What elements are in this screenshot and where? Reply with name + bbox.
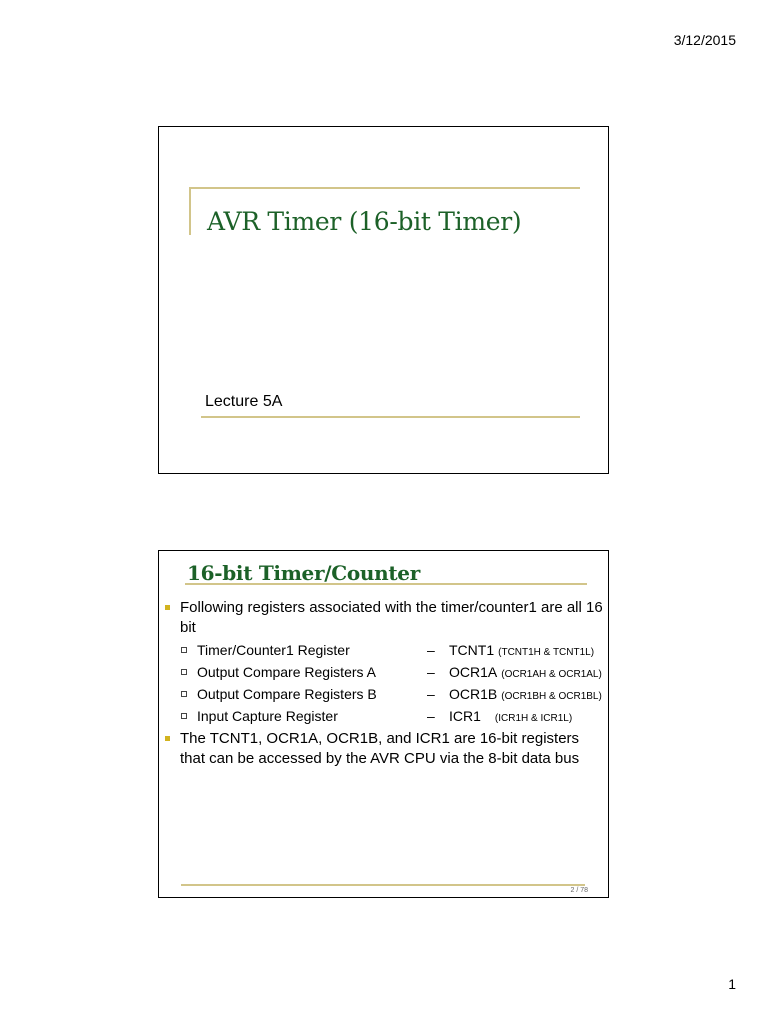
register-item: [181, 662, 601, 682]
register-detail: (OCR1AH & OCR1AL): [501, 669, 602, 680]
title-vertical-rule: [189, 187, 191, 235]
hollow-square-icon: [181, 713, 187, 719]
register-name: Output Compare Registers B: [197, 686, 377, 702]
register-name: Input Capture Register: [197, 708, 338, 724]
slide-2-title: 16-bit Timer/Counter: [187, 561, 420, 585]
subtitle-underline-rule: [201, 416, 580, 418]
slide-1-subtitle: Lecture 5A: [205, 393, 283, 410]
register-detail: (OCR1BH & OCR1BL): [501, 691, 602, 702]
register-symbol: TCNT1: [449, 642, 495, 658]
register-dash: –: [427, 664, 435, 680]
register-symbol: ICR1: [449, 708, 481, 724]
register-name: Output Compare Registers A: [197, 664, 376, 680]
page-number: 1: [728, 976, 736, 992]
hollow-square-icon: [181, 669, 187, 675]
hollow-square-icon: [181, 647, 187, 653]
register-name: Timer/Counter1 Register: [197, 642, 350, 658]
register-detail: (TCNT1H & TCNT1L): [498, 647, 595, 658]
slide-2-footer-rule: [181, 884, 585, 886]
register-item: [181, 640, 601, 660]
bullet-text: The TCNT1, OCR1A, OCR1B, and ICR1 are 16-bit registers that can be accessed by the AVR CPU via the 8-bit data bus: [180, 730, 580, 767]
title-top-rule: [189, 187, 580, 189]
register-symbol: OCR1A: [449, 664, 498, 680]
bullet-text: Following registers associated with the timer/counter1 are all 16 bit: [180, 599, 603, 636]
bullet-square-icon: [165, 605, 170, 610]
register-item: [181, 684, 601, 704]
slide-2: [158, 550, 609, 898]
bullet-square-icon: [165, 736, 170, 741]
slide-1: [158, 126, 609, 474]
slide-2-title-rule: [185, 583, 587, 585]
register-dash: –: [427, 642, 435, 658]
slide-1-title: AVR Timer (16-bit Timer): [207, 207, 522, 236]
register-item: [181, 706, 601, 726]
register-detail: (ICR1H & ICR1L): [494, 713, 573, 724]
register-dash: –: [427, 686, 435, 702]
page-date: 3/12/2015: [673, 32, 736, 48]
slide-number: 2 / 78: [570, 887, 588, 894]
register-dash: –: [427, 708, 435, 724]
hollow-square-icon: [181, 691, 187, 697]
register-symbol: OCR1B: [449, 686, 498, 702]
